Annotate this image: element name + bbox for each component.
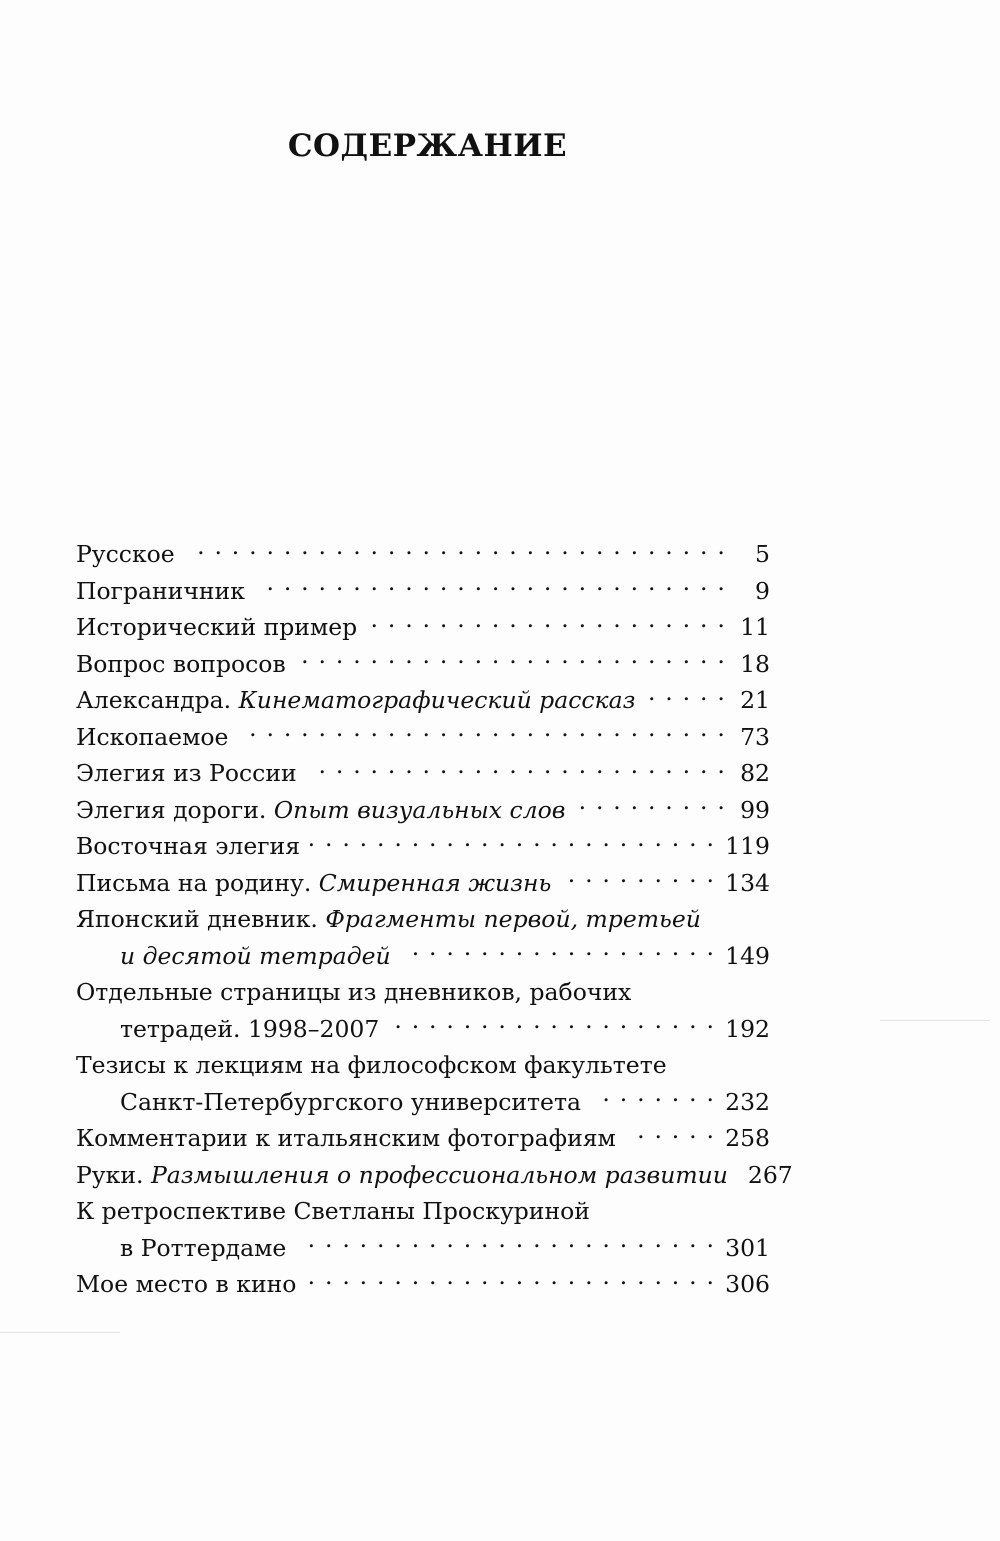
toc-entry-title [120, 1084, 581, 1121]
toc-entry-subtitle: и десятой тетрадей [120, 941, 391, 970]
toc-entry [76, 536, 770, 573]
toc-entry-subtitle: Опыт визуальных слов [273, 795, 566, 824]
toc-entry-continuation [76, 938, 770, 975]
toc-entry [76, 1193, 770, 1230]
toc-entry-subtitle: Кинематографический рассказ [238, 686, 636, 714]
dot-leader [296, 1232, 715, 1256]
toc-entry-main-title: Японский дневник. [76, 905, 326, 933]
toc-page-number: 82 [740, 759, 770, 787]
dot-leader [185, 539, 726, 563]
toc-entry-main-title: Пограничник [76, 576, 245, 605]
toc-entry-title [76, 1193, 590, 1230]
toc-entry-title [76, 755, 297, 792]
toc-entry [76, 1047, 770, 1084]
dot-leader [645, 685, 726, 709]
dot-leader [310, 831, 715, 855]
toc-entry-title [76, 1157, 728, 1194]
dot-leader [591, 1086, 715, 1110]
toc-entry [76, 1266, 770, 1303]
toc-entry-title [76, 974, 631, 1011]
page-title: СОДЕРЖАНИЕ [287, 128, 568, 164]
dot-leader [255, 575, 726, 599]
dot-leader [561, 867, 715, 891]
toc-page-number: 119 [725, 832, 770, 860]
toc-entry-main-title: Александра. [76, 686, 239, 714]
toc-page-number: 267 [747, 1160, 793, 1189]
toc-entry-title [120, 1011, 379, 1048]
toc-entry-subtitle: Фрагменты первой, третьей [325, 905, 701, 933]
toc-page-number: 301 [725, 1233, 770, 1262]
toc-entry [76, 755, 770, 792]
toc-entry-main-title: Ископаемое [76, 722, 229, 751]
toc-entry-main-title: Исторический пример [76, 613, 358, 641]
toc-entry-title [120, 938, 391, 975]
dot-leader [575, 794, 726, 818]
toc-entry-main-title: Отдельные страницы из дневников, рабочих [76, 978, 632, 1006]
toc-entry [76, 573, 770, 610]
toc-entry-title [76, 682, 635, 719]
toc-entry-main-title: в Роттердаме [120, 1233, 287, 1262]
dot-leader [401, 940, 716, 964]
toc-entry-title [76, 865, 551, 902]
toc-page-number: 134 [725, 868, 770, 897]
toc-entry [76, 901, 770, 938]
toc-entry-title [76, 719, 228, 756]
toc-page-number: 99 [740, 795, 770, 824]
toc-page-number: 258 [725, 1124, 770, 1152]
dot-leader [367, 612, 726, 636]
toc-entry [76, 609, 770, 646]
table-of-contents [76, 536, 793, 1303]
toc-page-number: 232 [725, 1087, 770, 1116]
toc-entry-title [76, 646, 286, 683]
toc-entry-title [76, 828, 300, 865]
toc-entry [76, 865, 770, 902]
toc-entry-main-title: Тезисы к лекциям на философском факультете [76, 1051, 667, 1079]
toc-entry [76, 792, 770, 829]
toc-entry-title [76, 573, 245, 610]
toc-entry-main-title: Руки. [76, 1160, 151, 1189]
toc-entry [76, 1120, 770, 1157]
toc-entry-subtitle: Размышления о профессиональном развитии [150, 1160, 728, 1189]
toc-entry-continuation [76, 1011, 770, 1048]
toc-entry-main-title: Комментарии к итальянским фотографиям [76, 1124, 616, 1152]
dot-leader [307, 758, 726, 782]
dot-leader [389, 1013, 715, 1037]
toc-entry [76, 974, 770, 1011]
toc-entry [76, 646, 770, 683]
toc-entry-main-title: Вопрос вопросов [76, 649, 286, 678]
toc-entry-main-title: К ретроспективе Светланы Проскуриной [76, 1197, 590, 1225]
dot-leader [296, 648, 726, 672]
dot-leader [306, 1269, 715, 1293]
toc-entry-title [76, 901, 701, 938]
toc-page-number: 21 [740, 686, 770, 714]
toc-entry-main-title: Элегия из России [76, 759, 297, 787]
toc-entry-continuation [76, 1084, 770, 1121]
toc-entry [76, 1157, 793, 1194]
toc-page-number: 149 [725, 941, 770, 970]
toc-page-number: 306 [725, 1270, 770, 1298]
toc-entry-main-title: тетрадей. 1998–2007 [120, 1014, 380, 1043]
toc-entry-title [76, 609, 357, 646]
toc-entry-main-title: Мое место в кино [76, 1270, 297, 1298]
toc-entry [76, 828, 770, 865]
toc-entry-main-title: Санкт-Петербургского университета [120, 1087, 581, 1116]
toc-entry-subtitle: Смиренная жизнь [318, 868, 552, 897]
toc-entry-continuation [76, 1230, 770, 1267]
toc-entry-main-title: Элегия дороги. [76, 795, 274, 824]
toc-entry-main-title: Письма на родину. [76, 868, 319, 897]
toc-page-number: 5 [755, 540, 770, 568]
toc-page-number: 73 [740, 722, 770, 751]
toc-page-number: 192 [725, 1014, 770, 1043]
toc-entry-title [76, 792, 565, 829]
paper-mark [880, 1020, 990, 1021]
toc-entry-title [76, 1120, 616, 1157]
toc-entry-title [76, 1047, 667, 1084]
toc-entry-title [120, 1230, 286, 1267]
toc-page-number: 11 [740, 613, 770, 641]
toc-page-number: 9 [755, 576, 770, 605]
toc-page-number: 18 [740, 649, 770, 678]
dot-leader [238, 721, 726, 745]
toc-entry-title [76, 536, 175, 573]
toc-entry [76, 682, 770, 719]
toc-entry-main-title: Восточная элегия [76, 832, 301, 860]
toc-entry-title [76, 1266, 296, 1303]
dot-leader [626, 1123, 715, 1147]
paper-mark [0, 1332, 120, 1333]
toc-entry [76, 719, 770, 756]
toc-entry-main-title: Русское [76, 540, 175, 568]
